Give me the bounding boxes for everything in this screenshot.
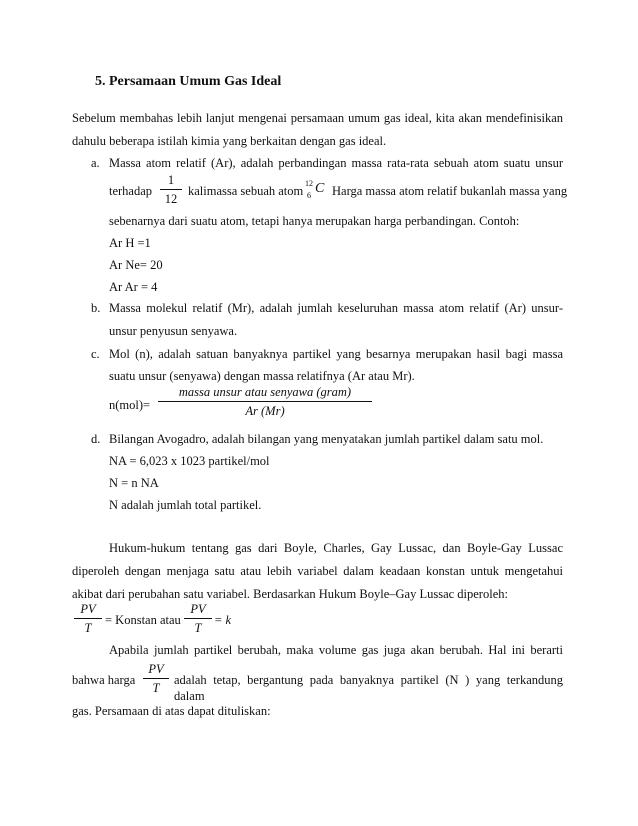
para3-line-3: gas. Persamaan di atas dapat dituliskan: [72,704,271,718]
item-c-line-1: Mol (n), adalah satuan banyaknya partikel yang besarnya merupakan hasil bagi massa [109,347,563,361]
intro-line-2: dahulu beberapa istilah kimia yang berkaitan dengan gas ideal. [72,134,387,148]
para3-line-2-start: bahwa harga [72,673,136,687]
item-d-line-3: N = n NA [109,476,159,490]
item-b-line-2: unsur penyusun senyawa. [109,324,238,338]
item-d-line-1: Bilangan Avogadro, adalah bilangan yang menyatakan jumlah partikel dalam satu mol. [109,432,544,446]
eq-fraction-1 [74,601,102,636]
item-a-example-2: Ar Ne= 20 [109,258,163,272]
para3-fraction-bar [143,678,169,679]
eq-fraction-2-denominator: T [194,621,202,635]
item-c-marker: c. [91,347,100,361]
intro-line-1: Sebelum membahas lebih lanjut mengenai persamaan umum gas ideal, kita akan mendefinisikan [72,111,563,125]
mol-formula-lhs: n(mol)= [109,398,151,412]
item-c-line-2: suatu unsur (senyawa) dengan massa relatifnya (Ar atau Mr). [109,369,415,383]
eq-fraction-2 [184,601,212,636]
para3-fraction-denominator: T [152,681,160,695]
eq-fraction-2-bar [184,618,212,619]
isotope-atomic-number: 6 [307,191,311,200]
para2-line-1: Hukum-hukum tentang gas dari Boyle, Charles, Gay Lussac, dan Boyle-Gay Lussac [109,541,563,555]
eq-fraction-2-numerator: PV [190,602,206,616]
item-a-line-2-mid: kalimassa sebuah atom [188,184,304,198]
isotope-mass-number: 12 [305,179,313,188]
item-a-example-3: Ar Ar = 4 [109,280,158,294]
mol-formula-denominator: Ar (Mr) [245,404,285,418]
item-b-marker: b. [91,301,101,315]
eq-fraction-1-bar [74,618,102,619]
fraction-denominator: 12 [164,192,178,206]
section-heading: 5. Persamaan Umum Gas Ideal [95,74,282,89]
eq-middle-text: = Konstan atau [105,613,181,627]
para3-fraction [143,661,169,696]
mol-formula-numerator: massa unsur atau senyawa (gram) [178,385,352,399]
item-a-line-2-end: Harga massa atom relatif bukanlah massa yang [332,184,568,198]
item-b-line-1: Massa molekul relatif (Mr), adalah jumlah keseluruhan massa atom relatif (Ar) unsur- [109,301,563,315]
eq-fraction-1-denominator: T [84,621,92,635]
mol-formula-bar [158,401,372,402]
fraction-one-twelfth [160,172,182,207]
para2-line-3: akibat dari perubahan satu variabel. Berdasarkan Hukum Boyle–Gay Lussac diperoleh: [72,587,508,601]
item-a-marker: a. [91,156,100,170]
item-a-terhadap: terhadap [109,184,153,198]
item-a-example-1: Ar H =1 [109,236,151,250]
eq-fraction-1-numerator: PV [80,602,96,616]
item-d-line-2: NA = 6,023 x 1023 partikel/mol [109,454,270,468]
item-a-line-1: Massa atom relatif (Ar), adalah perbandingan massa rata-rata sebuah atom suatu unsur [109,156,563,170]
fraction-numerator: 1 [167,173,175,187]
para2-line-2: diperoleh dengan menjaga satu atau lebih variabel dalam keadaan konstan untuk mengetahui [72,564,563,578]
item-d-marker: d. [91,432,101,446]
fraction-bar [160,189,182,190]
eq-rhs: = k [214,613,232,627]
mol-formula-fraction [158,384,372,419]
para3-line-2-end: adalah tetap, bergantung pada banyaknya partikel (N ) yang terkandung dalam [174,673,563,703]
isotope-symbol: C [315,181,325,196]
para3-fraction-numerator: PV [148,662,164,676]
item-a-line-3: sebenarnya dari suatu atom, tetapi hanya merupakan harga perbandingan. Contoh: [109,214,520,228]
item-d-line-4: N adalah jumlah total partikel. [109,498,262,512]
para3-line-1: Apabila jumlah partikel berubah, maka volume gas juga akan berubah. Hal ini berarti [109,643,563,657]
